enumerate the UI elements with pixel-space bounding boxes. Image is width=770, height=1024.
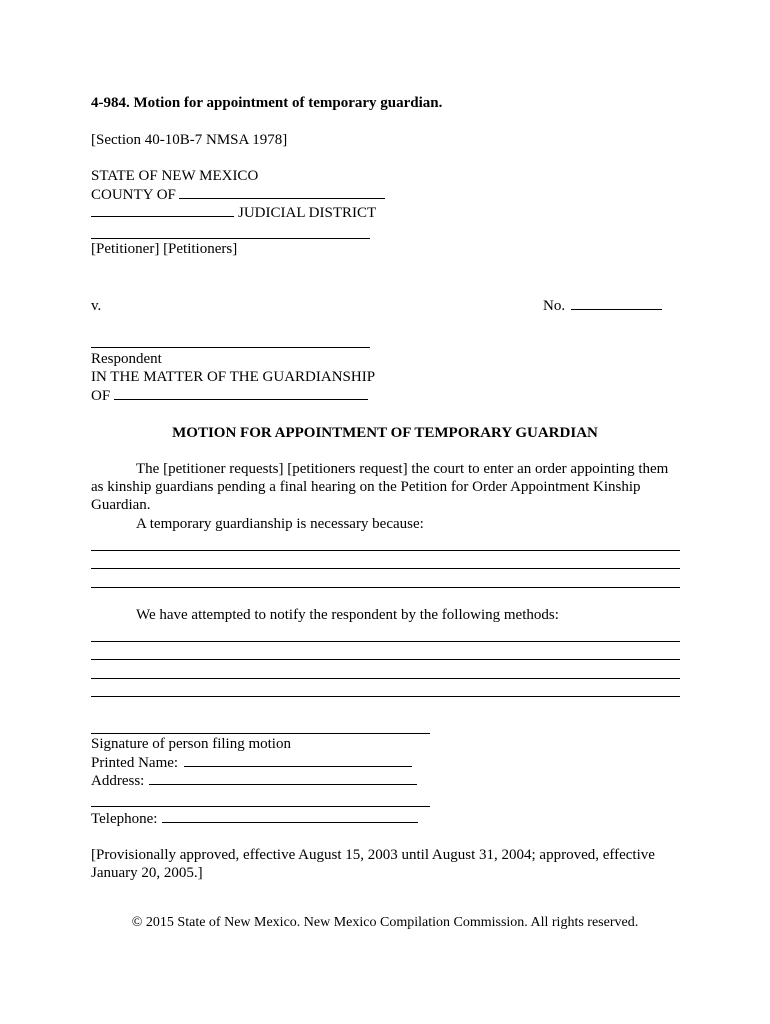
district-label: JUDICIAL DISTRICT [238, 205, 377, 221]
necessity-line-1[interactable] [91, 550, 680, 551]
versus-label: v. [91, 298, 102, 314]
notify-line-4[interactable] [91, 696, 680, 697]
notify-prompt: We have attempted to notify the respondent by the following methods: [136, 607, 559, 623]
printed-name-blank[interactable] [184, 753, 412, 767]
of-row [91, 386, 368, 405]
district-blank[interactable] [91, 203, 234, 217]
petitioner-blank[interactable] [91, 238, 370, 239]
county-blank[interactable] [179, 185, 385, 199]
ward-name-blank[interactable] [114, 386, 368, 400]
county-label: COUNTY OF [91, 187, 176, 203]
case-number-label: No. [543, 298, 566, 314]
printed-name-row [91, 753, 412, 772]
telephone-label: Telephone: [91, 811, 158, 827]
district-row [91, 203, 376, 222]
signature-line[interactable] [91, 733, 430, 734]
address-label: Address: [91, 773, 145, 789]
address-line-2[interactable] [91, 806, 430, 807]
document-heading: 4-984. Motion for appointment of temporary guardian. [91, 95, 443, 111]
case-number-row [543, 296, 662, 315]
telephone-blank[interactable] [162, 809, 418, 823]
county-row [91, 185, 385, 204]
address-row [91, 771, 417, 790]
necessity-line-2[interactable] [91, 568, 680, 569]
petitioner-label: [Petitioner] [Petitioners] [91, 241, 238, 257]
signature-label: Signature of person filing motion [91, 736, 291, 752]
necessity-prompt: A temporary guardianship is necessary because: [136, 516, 424, 532]
guardianship-matter-line: IN THE MATTER OF THE GUARDIANSHIP [91, 369, 376, 385]
respondent-label: Respondent [91, 351, 162, 367]
notify-line-1[interactable] [91, 641, 680, 642]
approval-note: [Provisionally approved, effective August 15, 2003 until August 31, 2004; approved, effective January 20, 2005.] [91, 847, 655, 881]
section-reference: [Section 40-10B-7 NMSA 1978] [91, 132, 288, 148]
printed-name-label: Printed Name: [91, 755, 179, 771]
respondent-blank[interactable] [91, 347, 370, 348]
of-label: OF [91, 388, 111, 404]
motion-title: MOTION FOR APPOINTMENT OF TEMPORARY GUARDIAN [172, 425, 598, 441]
necessity-line-3[interactable] [91, 587, 680, 588]
address-blank[interactable] [149, 771, 417, 785]
state-line: STATE OF NEW MEXICO [91, 168, 259, 184]
telephone-row [91, 809, 418, 828]
notify-line-2[interactable] [91, 659, 680, 660]
copyright-notice: © 2015 State of New Mexico. New Mexico Compilation Commission. All rights reserved. [131, 915, 639, 930]
motion-body-paragraph: The [petitioner requests] [petitioners request] the court to enter an order appointing them as kinship guardians pending a final hearing on the Petition for Order Appointment Kinship Guardian. [91, 461, 669, 513]
case-number-blank[interactable] [571, 296, 662, 310]
notify-line-3[interactable] [91, 678, 680, 679]
